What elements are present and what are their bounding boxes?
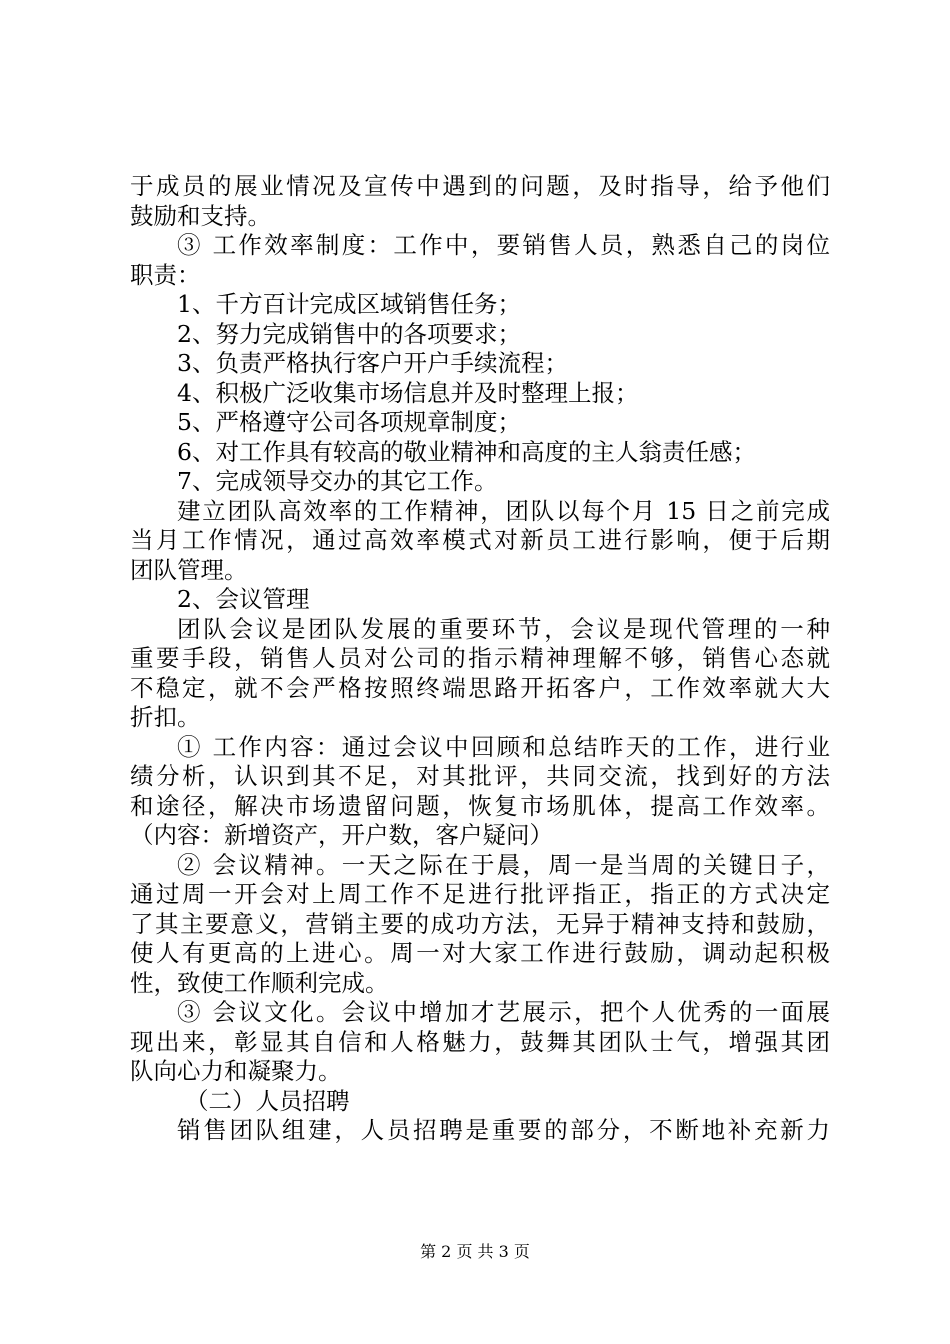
text-line: 销售团队组建，人员招聘是重要的部分，不断地补充新力 <box>177 1116 830 1144</box>
text-line: （内容：新增资产，开户数，客户疑问） <box>130 821 553 849</box>
text-line: 性，致使工作顺利完成。 <box>130 968 389 997</box>
text-line: 使人有更高的上进心。周一对大家工作进行鼓励，调动起积极 <box>130 939 830 967</box>
text-line: ① 工作内容：通过会议中回顾和总结昨天的工作，进行业 <box>177 732 830 761</box>
text-line: 建立团队高效率的工作精神，团队以每个月 15 日之前完成 <box>177 496 830 525</box>
list-item: 1、千方百计完成区域销售任务； <box>177 290 521 318</box>
text-line: ③ 会议文化。会议中增加才艺展示，把个人优秀的一面展 <box>177 998 830 1026</box>
text-line: 不稳定，就不会严格按照终端思路开拓客户，工作效率就大大 <box>130 673 830 702</box>
text-line: 团队会议是团队发展的重要环节，会议是现代管理的一种 <box>177 614 830 643</box>
text-line: 现出来，彰显其自信和人格魅力，鼓舞其团队士气，增强其团 <box>130 1027 830 1056</box>
text-line: 了其主要意义，营销主要的成功方法，无异于精神支持和鼓励， <box>130 909 830 938</box>
text-line: 于成员的展业情况及宣传中遇到的问题，及时指导，给予他们 <box>130 172 830 200</box>
text-line: 通过周一开会对上周工作不足进行批评指正，指正的方式决定 <box>130 880 830 908</box>
text-line: ② 会议精神。一天之际在于晨，周一是当周的关键日子， <box>177 850 830 879</box>
list-item: 4、积极广泛收集市场信息并及时整理上报； <box>177 378 639 407</box>
list-item: 3、负责严格执行客户开户手续流程； <box>177 349 568 377</box>
text-line: 队向心力和凝聚力。 <box>130 1057 342 1085</box>
text-line: 团队管理。 <box>130 555 248 584</box>
list-item: 2、努力完成销售中的各项要求； <box>177 319 521 348</box>
text-line: 和途径，解决市场遗留问题，恢复市场肌体，提高工作效率。 <box>130 791 830 820</box>
text-line: ③ 工作效率制度：工作中，要销售人员，熟悉自己的岗位 <box>177 231 830 259</box>
list-item: 7、完成领导交办的其它工作。 <box>177 467 498 495</box>
list-item: 6、对工作具有较高的敬业精神和高度的主人翁责任感； <box>177 437 756 466</box>
list-item: 5、严格遵守公司各项规章制度； <box>177 408 521 436</box>
text-line: 折扣。 <box>130 703 201 731</box>
text-line: 鼓励和支持。 <box>130 201 271 230</box>
text-line: 绩分析，认识到其不足，对其批评，共同交流，找到好的方法 <box>130 762 830 790</box>
text-line: 当月工作情况，通过高效率模式对新员工进行影响，便于后期 <box>130 526 830 554</box>
page-number-footer: 第 2 页 共 3 页 <box>420 1242 530 1261</box>
text-line: 职责： <box>130 260 201 289</box>
text-line: 重要手段，销售人员对公司的指示精神理解不够，销售心态就 <box>130 644 830 672</box>
section-heading: （二）人员招聘 <box>185 1086 350 1115</box>
section-heading: 2、会议管理 <box>177 585 310 613</box>
document-body <box>130 172 830 1146</box>
